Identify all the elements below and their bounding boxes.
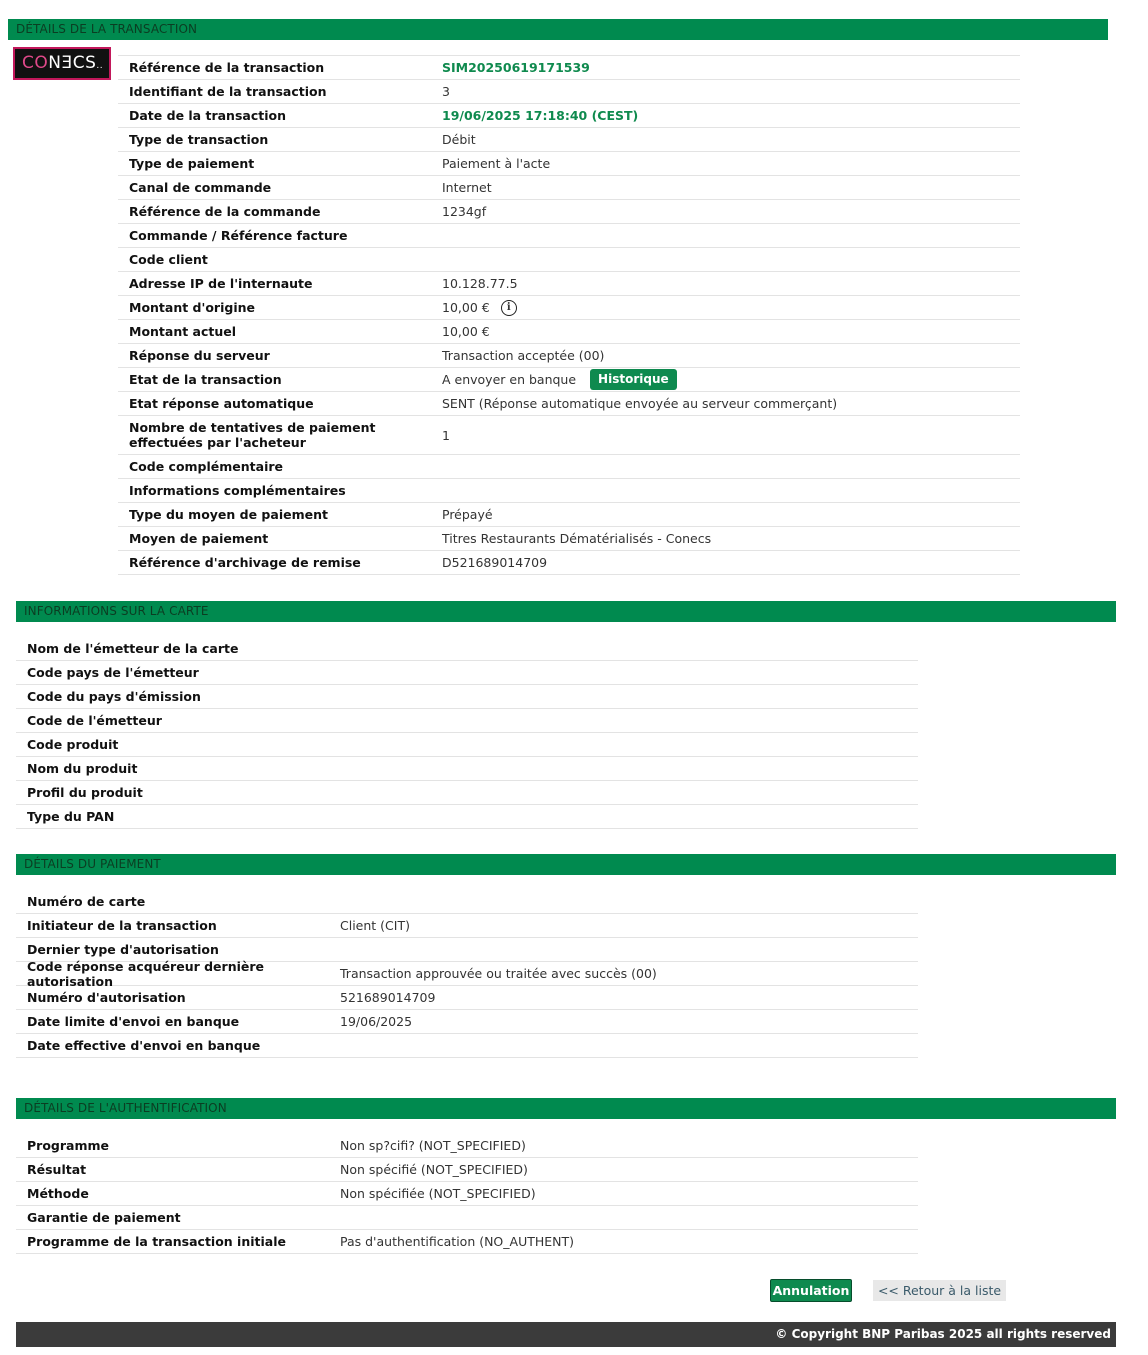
table-row [118,503,1020,527]
field-value-reference-d-archivage-de-remise: D521689014709 [442,555,548,570]
table-row [16,890,918,914]
field-value-row [442,108,638,123]
table-row [16,914,918,938]
field-label-reference-de-la-commande: Référence de la commande [129,204,321,219]
section-header-card: INFORMATIONS SUR LA CARTE [16,601,1116,622]
field-label-code-pays-de-l-emetteur: Code pays de l'émetteur [27,665,199,680]
table-row [16,805,918,829]
field-label-identifiant-de-la-transaction: Identifiant de la transaction [129,84,327,99]
table-row [16,709,918,733]
table-row [118,416,1020,455]
table-row [16,1034,918,1058]
field-value-adresse-ip-de-l-internaute: 10.128.77.5 [442,276,518,291]
field-value-reference-de-la-transaction: SIM20250619171539 [442,60,590,75]
field-value-row [340,1186,536,1201]
field-label-montant-actuel: Montant actuel [129,324,237,339]
field-value-moyen-de-paiement: Titres Restaurants Dématérialisés - Conecs [442,531,712,546]
field-label-code-reponse-acquereur-derniere-autorisation: Code réponse acquéreur dernière autorisation [27,958,265,989]
info-icon[interactable]: i [501,300,517,316]
table-row [118,344,1020,368]
field-label-etat-de-la-transaction: Etat de la transaction [129,372,282,387]
field-value-programme-de-la-transaction-initiale: Pas d'authentification (NO_AUTHENT) [340,1234,575,1249]
table-row [118,368,1020,392]
table-row [118,272,1020,296]
table-row [16,661,918,685]
field-label-type-du-moyen-de-paiement: Type du moyen de paiement [129,507,328,522]
table-row [118,200,1020,224]
field-value-programme: Non sp?cifi? (NOT_SPECIFIED) [340,1138,526,1153]
field-label-methode: Méthode [27,1186,89,1201]
field-label-initiateur-de-la-transaction: Initiateur de la transaction [27,918,217,933]
field-label-reponse-du-serveur: Réponse du serveur [129,348,270,363]
table-row [118,224,1020,248]
field-label-resultat: Résultat [27,1162,87,1177]
historique-button[interactable]: Historique [590,369,677,390]
table-row [16,637,918,661]
field-value-row [442,132,476,147]
field-value-row [442,531,711,546]
field-value-row [442,156,550,171]
field-value-row [442,324,490,339]
table-row [16,757,918,781]
field-value-reference-de-la-commande: 1234gf [442,204,487,219]
table-row [16,685,918,709]
field-label-date-de-la-transaction: Date de la transaction [129,108,286,123]
field-value-row [340,1014,412,1029]
field-label-type-de-transaction: Type de transaction [129,132,269,147]
section-header-transaction: DÉTAILS DE LA TRANSACTION [8,19,1108,40]
field-value-initiateur-de-la-transaction: Client (CIT) [340,918,410,933]
field-value-montant-actuel: 10,00 € [442,324,490,339]
field-value-nombre-de-tentatives-de-paiement-effectuees-par-l-acheteur: 1 [442,427,450,443]
field-value-type-du-moyen-de-paiement: Prépayé [442,507,493,522]
field-value-identifiant-de-la-transaction: 3 [442,84,450,99]
field-label-code-client: Code client [129,252,208,267]
field-value-row [442,300,517,316]
field-label-etat-reponse-automatique: Etat réponse automatique [129,396,314,411]
field-value-date-de-la-transaction: 19/06/2025 17:18:40 (CEST) [442,108,639,123]
conecs-logo: CONƎCS.. [13,47,111,80]
table-row [118,152,1020,176]
table-row [16,1206,918,1230]
table-row [16,733,918,757]
field-value-row [340,1234,574,1249]
table-row [118,128,1020,152]
field-value-row [442,396,837,411]
table-row [118,455,1020,479]
annulation-button[interactable]: Annulation [770,1279,852,1302]
field-label-nombre-de-tentatives-de-paiement-effectuees-par-l-acheteur: Nombre de tentatives de paiement effectuées par l'acheteur [129,420,376,450]
field-label-nom-du-produit: Nom du produit [27,761,138,776]
field-value-code-reponse-acquereur-derniere-autorisation: Transaction approuvée ou traitée avec succès (00) [340,966,657,981]
field-label-commande-reference-facture: Commande / Référence facture [129,228,348,243]
field-value-row [442,369,677,390]
table-row [118,176,1020,200]
field-label-date-effective-d-envoi-en-banque: Date effective d'envoi en banque [27,1038,261,1053]
field-value-canal-de-commande: Internet [442,180,492,195]
field-label-reference-d-archivage-de-remise: Référence d'archivage de remise [129,555,361,570]
field-label-code-du-pays-d-emission: Code du pays d'émission [27,689,201,704]
field-label-reference-de-la-transaction: Référence de la transaction [129,60,325,75]
field-value-etat-de-la-transaction: A envoyer en banque [442,372,577,387]
section-header-auth: DÉTAILS DE L'AUTHENTIFICATION [16,1098,1116,1119]
table-row [118,248,1020,272]
field-label-programme: Programme [27,1138,109,1153]
field-value-row [442,348,604,363]
field-value-row [442,555,547,570]
field-value-row [442,276,518,291]
field-value-resultat: Non spécifié (NOT_SPECIFIED) [340,1162,528,1177]
table-row [16,781,918,805]
field-label-moyen-de-paiement: Moyen de paiement [129,531,269,546]
footer-copyright: © Copyright BNP Paribas 2025 all rights reserved [16,1322,1116,1347]
table-row [118,479,1020,503]
field-value-row [442,428,450,443]
auth-details-table [16,1134,918,1254]
field-value-numero-d-autorisation: 521689014709 [340,990,436,1005]
field-value-row [442,180,492,195]
field-value-row [340,966,657,981]
field-value-etat-reponse-automatique: SENT (Réponse automatique envoyée au serveur commerçant) [442,396,838,411]
transaction-details-table [118,55,1020,575]
table-row [118,80,1020,104]
table-row [16,1182,918,1206]
field-value-row [340,918,410,933]
payment-details-table [16,890,918,1058]
table-row [16,1010,918,1034]
field-value-row [340,990,435,1005]
field-label-dernier-type-d-autorisation: Dernier type d'autorisation [27,942,219,957]
table-row [118,527,1020,551]
table-row [16,1134,918,1158]
field-value-date-limite-d-envoi-en-banque: 19/06/2025 [340,1014,413,1029]
field-label-nom-de-l-emetteur-de-la-carte: Nom de l'émetteur de la carte [27,641,239,656]
table-row [118,296,1020,320]
card-info-table [16,637,918,829]
field-label-code-complementaire: Code complémentaire [129,459,284,474]
table-row [16,1230,918,1254]
table-row [16,1158,918,1182]
field-label-informations-complementaires: Informations complémentaires [129,483,346,498]
field-value-row [340,1162,528,1177]
field-label-code-de-l-emetteur: Code de l'émetteur [27,713,162,728]
field-label-programme-de-la-transaction-initiale: Programme de la transaction initiale [27,1234,286,1249]
field-value-type-de-paiement: Paiement à l'acte [442,156,551,171]
field-value-type-de-transaction: Débit [442,132,476,147]
table-row [118,320,1020,344]
field-label-code-produit: Code produit [27,737,119,752]
field-value-reponse-du-serveur: Transaction acceptée (00) [442,348,605,363]
section-header-payment: DÉTAILS DU PAIEMENT [16,854,1116,875]
table-row [16,958,918,989]
table-row [118,551,1020,575]
field-value-row [442,507,493,522]
field-value-methode: Non spécifiée (NOT_SPECIFIED) [340,1186,536,1201]
table-row [118,56,1020,80]
field-value-row [340,1138,526,1153]
field-value-montant-d-origine: 10,00 € [442,300,490,315]
field-label-montant-d-origine: Montant d'origine [129,300,255,315]
field-label-numero-de-carte: Numéro de carte [27,894,146,909]
field-label-numero-d-autorisation: Numéro d'autorisation [27,990,186,1005]
field-label-adresse-ip-de-l-internaute: Adresse IP de l'internaute [129,276,313,291]
field-value-row [442,84,450,99]
field-value-row [442,204,486,219]
table-row [16,986,918,1010]
field-label-profil-du-produit: Profil du produit [27,785,143,800]
field-label-canal-de-commande: Canal de commande [129,180,272,195]
table-row [118,104,1020,128]
field-label-type-du-pan: Type du PAN [27,809,115,824]
field-label-garantie-de-paiement: Garantie de paiement [27,1210,181,1225]
field-value-row [442,60,590,75]
table-row [118,392,1020,416]
field-label-type-de-paiement: Type de paiement [129,156,255,171]
back-to-list-link[interactable]: << Retour à la liste [873,1280,1006,1301]
field-label-date-limite-d-envoi-en-banque: Date limite d'envoi en banque [27,1014,240,1029]
